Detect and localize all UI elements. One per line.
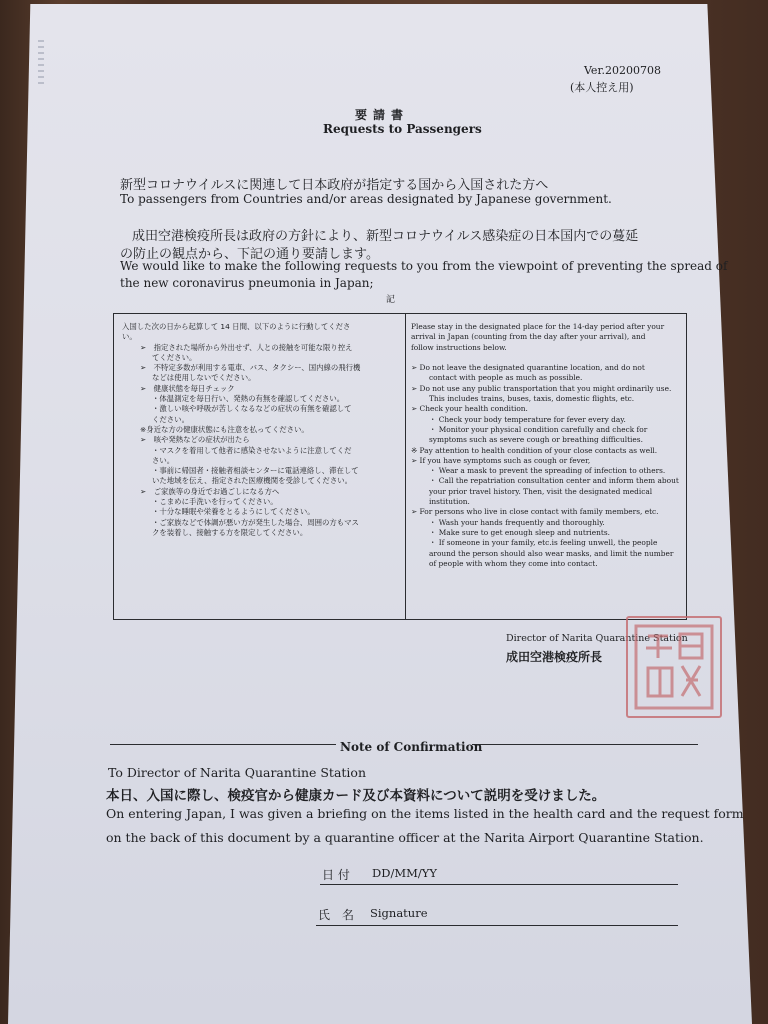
copy-type-label: (本人控え用) xyxy=(570,81,634,94)
ja-line: ➢ 健康状態を毎日チェック xyxy=(140,383,235,393)
en-line: arrival in Japan (counting from the day after your arrival), and xyxy=(411,332,646,342)
confirmation-japanese: 本日、入国に際し、検疫官から健康カード及び本資料について説明を受けました。 xyxy=(106,788,606,804)
ja-line: ・マスクを着用して他者に感染させないように注意してくだ xyxy=(152,445,352,455)
en-line: ※ Pay attention to health condition of your close contacts as well. xyxy=(411,445,658,455)
column-divider xyxy=(405,314,406,619)
version-label: Ver.20200708 xyxy=(584,64,661,77)
confirmation-title: Note of Confirmation xyxy=(340,740,483,754)
en-line: ➢ Check your health condition. xyxy=(411,404,528,414)
ja-line: 入国した次の日から起算して 14 日間、以下のように行動してくださ xyxy=(122,322,351,331)
signature-field[interactable]: Signature xyxy=(370,906,428,920)
instructions-box xyxy=(113,313,687,620)
en-line: institution. xyxy=(429,497,470,507)
en-line: ・ Wear a mask to prevent the spreading of infection to others. xyxy=(429,466,666,476)
ja-line: ・事前に帰国者・接触者相談センターに電話連絡し、滞在して xyxy=(152,466,359,476)
signature-underline xyxy=(316,925,678,926)
director-japanese: 成田空港検疫所長 xyxy=(506,650,603,664)
perforation-marks xyxy=(38,40,44,84)
en-line: follow instructions below. xyxy=(411,342,507,352)
ja-line: ➢ ご家族等の身近でお過ごしになる方へ xyxy=(140,486,280,496)
ja-line: ・十分な睡眠や栄養をとるようにしてください。 xyxy=(152,507,315,517)
en-line: of people with whom they come into contact. xyxy=(429,558,598,568)
date-label: 日 付 xyxy=(322,868,350,882)
confirmation-english-line2: on the back of this document by a quarantine officer at the Narita Airport Quarantine Station. xyxy=(106,830,704,845)
ja-line: ・ご家族などで体調が悪い方が発生した場合、周囲の方もマス xyxy=(152,517,359,527)
en-line: ➢ Do not leave the designated quarantine location, and do not xyxy=(411,363,645,373)
official-seal-stamp xyxy=(626,616,722,718)
ja-line: いた地域を伝え、指定された医療機関を受診してください。 xyxy=(152,476,352,486)
instructions-english xyxy=(411,322,683,569)
confirmation-recipient: To Director of Narita Quarantine Station xyxy=(108,765,367,780)
ja-line: ・こまめに手洗いを行ってください。 xyxy=(152,497,278,507)
en-line: your prior travel history. Then, visit the designated medical xyxy=(429,486,653,496)
title-japanese: 要請書 xyxy=(355,108,410,122)
en-line: ・ Make sure to get enough sleep and nutrients. xyxy=(429,527,610,537)
ja-line: などは使用しないでください。 xyxy=(152,373,256,383)
director-english: Director of Narita Quarantine Station xyxy=(506,633,688,644)
seal-icon xyxy=(628,618,720,716)
en-line: around the person should also wear masks, and limit the number xyxy=(429,548,674,558)
ja-line: ➢ 指定された場所から外出せず、人との接触を可能な限り控え xyxy=(140,342,353,352)
request-japanese-line2: の防止の観点から、下記の通り要請します。 xyxy=(120,247,379,262)
en-line: This includes trains, buses, taxis, domestic flights, etc. xyxy=(429,394,635,404)
ja-line: てください。 xyxy=(152,352,197,362)
ja-line: ・激しい咳や呼吸が苦しくなるなどの症状の有無を確認して xyxy=(152,404,352,414)
request-english-line2: the new coronavirus pneumonia in Japan; xyxy=(120,276,374,290)
en-line: ➢ Do not use any public transportation that you might ordinarily use. xyxy=(411,383,672,393)
ja-line: ➢ 不特定多数が利用する電車、バス、タクシー、国内線の飛行機 xyxy=(140,363,361,373)
en-line: symptoms such as severe cough or breathing difficulties. xyxy=(429,435,643,445)
request-english-line1: We would like to make the following requests to you from the viewpoint of preventing the spread of xyxy=(120,259,728,273)
date-field[interactable]: DD/MM/YY xyxy=(372,866,437,880)
en-line: Please stay in the designated place for the 14-day period after your xyxy=(411,322,665,331)
date-underline xyxy=(320,884,678,885)
en-line: ➢ For persons who live in close contact with family members, etc. xyxy=(411,507,659,517)
name-label: 氏 名 xyxy=(318,908,355,922)
en-line: ・ Wash your hands frequently and thoroughly. xyxy=(429,517,605,527)
ja-line: ・体温測定を毎日行い、発熱の有無を確認してください。 xyxy=(152,394,345,404)
en-line: ・ Check your body temperature for fever every day. xyxy=(429,414,626,424)
intro-english: To passengers from Countries and/or areas designated by Japanese government. xyxy=(120,192,612,206)
ja-line: ※身近な方の健康状態にも注意を払ってください。 xyxy=(140,424,309,434)
ja-line: クを装着し、接触する方を限定してください。 xyxy=(152,527,308,537)
ja-line: い。 xyxy=(122,332,137,342)
rule-right xyxy=(472,744,698,745)
ja-line: さい。 xyxy=(152,455,175,465)
request-japanese-line1: 成田空港検疫所長は政府の方針により、新型コロナウイルス感染症の日本国内での蔓延 xyxy=(132,229,639,244)
instructions-japanese xyxy=(122,322,404,538)
ja-line: ください。 xyxy=(152,414,189,424)
en-line xyxy=(411,353,683,363)
ja-line: ➢ 咳や発熱などの症状が出たら xyxy=(140,435,250,445)
ki-marker: 記 xyxy=(386,295,396,305)
en-line: ・ If someone in your family, etc.is feeling unwell, the people xyxy=(429,538,658,548)
en-line: ・ Call the repatriation consultation center and inform them about xyxy=(429,476,679,486)
rule-left xyxy=(110,744,336,745)
en-line: ・ Monitor your physical condition carefully and check for xyxy=(429,424,648,434)
confirmation-english-line1: On entering Japan, I was given a briefing on the items listed in the health card and the request form xyxy=(106,806,744,821)
intro-japanese: 新型コロナウイルスに関連して日本政府が指定する国から入国された方へ xyxy=(120,178,549,193)
en-line: ➢ If you have symptoms such as cough or fever, xyxy=(411,455,591,465)
title-english: Requests to Passengers xyxy=(323,122,482,136)
en-line: contact with people as much as possible. xyxy=(429,373,583,383)
